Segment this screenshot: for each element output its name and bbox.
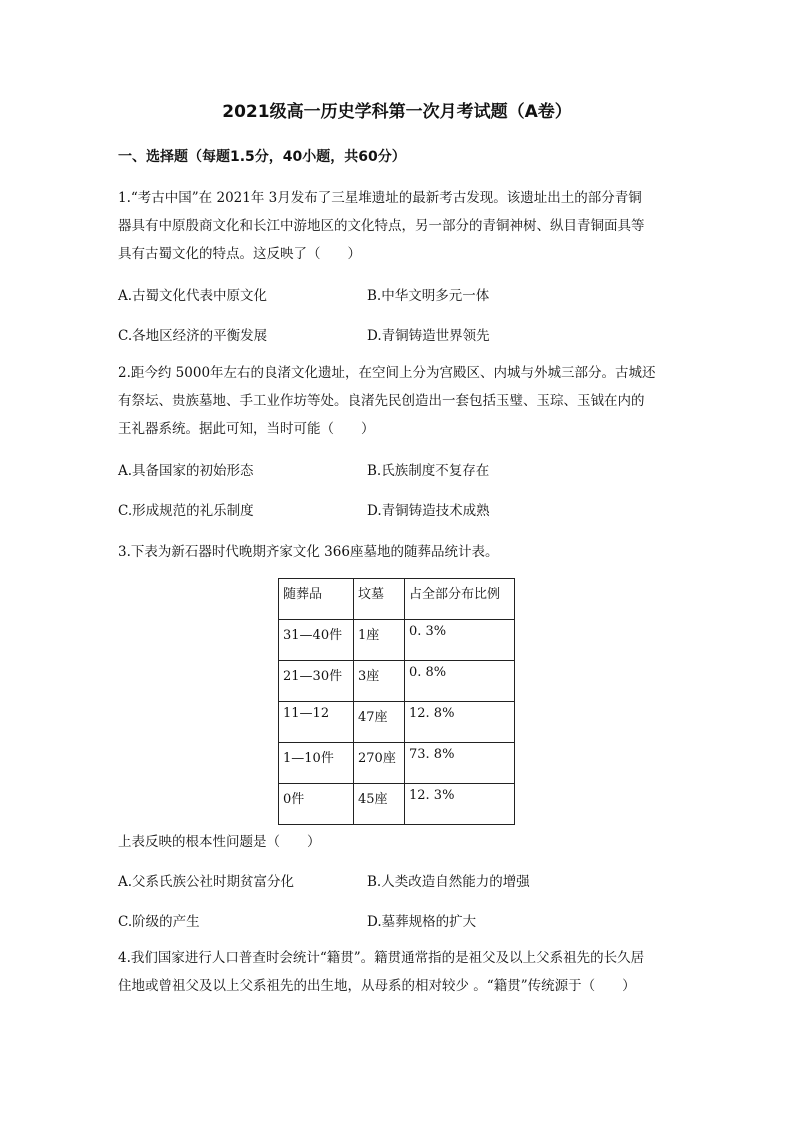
question-3-intro: 3.下表为新石器时代晚期齐家文化 366座墓地的随葬品统计表。 bbox=[118, 544, 499, 560]
table-row bbox=[279, 784, 515, 825]
table-header-row bbox=[279, 579, 515, 620]
table-header-cell: 占全部分布比例 bbox=[405, 579, 515, 620]
question-2-stem bbox=[118, 359, 678, 443]
table-row bbox=[279, 661, 515, 702]
question-2-option-a: A.具备国家的初始形态 bbox=[118, 463, 254, 479]
table-row bbox=[279, 620, 515, 661]
question-3-question: 上表反映的根本性问题是（ ） bbox=[118, 834, 321, 850]
table-row bbox=[279, 702, 515, 743]
table-cell: 73. 8% bbox=[405, 743, 515, 784]
table-row bbox=[279, 743, 515, 784]
question-1-stem bbox=[118, 184, 678, 268]
table-header-cell: 坟墓 bbox=[354, 579, 405, 620]
question-1-line: 1.“考古中国”在 2021年 3月发布了三星堆遗址的最新考古发现。该遗址出土的部分青铜 bbox=[118, 190, 642, 206]
table-cell: 270座 bbox=[354, 743, 405, 784]
question-4-line: 4.我们国家进行人口普查时会统计“籍贯”。籍贯通常指的是祖父及以上父系祖先的长久居 bbox=[118, 950, 645, 966]
question-3-option-d: D.墓葬规格的扩大 bbox=[367, 914, 477, 930]
exam-title: 2021级高一历史学科第一次月考试题（A卷） bbox=[222, 102, 572, 122]
question-2-option-d: D.青铜铸造技术成熟 bbox=[367, 503, 490, 519]
table-cell: 12. 3% bbox=[405, 784, 515, 825]
table-header-cell: 随葬品 bbox=[279, 579, 354, 620]
table-cell: 31—40件 bbox=[279, 620, 354, 661]
question-1-line: 器具有中原殷商文化和长江中游地区的文化特点，另一部分的青铜神树、纵目青铜面具等 bbox=[118, 218, 645, 234]
table-cell: 0件 bbox=[279, 784, 354, 825]
question-2-line: 2.距今约 5000年左右的良渚文化遗址，在空间上分为宫殿区、内城与外城三部分。古城还 bbox=[118, 365, 656, 381]
question-4-stem bbox=[118, 944, 678, 1000]
question-1-option-c: C.各地区经济的平衡发展 bbox=[118, 328, 268, 344]
question-1-line: 具有古蜀文化的特点。这反映了（ ） bbox=[118, 246, 361, 262]
question-1-option-a: A.古蜀文化代表中原文化 bbox=[118, 288, 268, 304]
table-cell: 1—10件 bbox=[279, 743, 354, 784]
question-4-line: 住地或曾祖父及以上父系祖先的出生地，从母系的相对较少 。“籍贯”传统源于（ ） bbox=[118, 978, 636, 994]
table-cell: 0. 3% bbox=[405, 620, 515, 661]
table-cell: 1座 bbox=[354, 620, 405, 661]
question-2-line: 王礼器系统。据此可知，当时可能（ ） bbox=[118, 421, 375, 437]
question-2-option-b: B.氏族制度不复存在 bbox=[367, 463, 490, 479]
table-cell: 12. 8% bbox=[405, 702, 515, 743]
question-2-option-c: C.形成规范的礼乐制度 bbox=[118, 503, 254, 519]
table-cell: 3座 bbox=[354, 661, 405, 702]
question-3-option-b: B.人类改造自然能力的增强 bbox=[367, 874, 530, 890]
question-2-line: 有祭坛、贵族墓地、手工业作坊等处。良渚先民创造出一套包括玉璧、玉琮、玉钺在内的 bbox=[118, 393, 645, 409]
question-1-option-b: B.中华文明多元一体 bbox=[367, 288, 490, 304]
question-3-option-a: A.父系氏族公社时期贫富分化 bbox=[118, 874, 295, 890]
table-cell: 11—12 bbox=[279, 702, 354, 743]
question-1-option-d: D.青铜铸造世界领先 bbox=[367, 328, 490, 344]
table-cell: 47座 bbox=[354, 702, 405, 743]
section-heading: 一、选择题（每题1.5分，40小题，共60分） bbox=[118, 149, 406, 165]
table-cell: 45座 bbox=[354, 784, 405, 825]
question-3-option-c: C.阶级的产生 bbox=[118, 914, 200, 930]
burial-goods-table bbox=[278, 578, 515, 825]
table-cell: 0. 8% bbox=[405, 661, 515, 702]
table-cell: 21—30件 bbox=[279, 661, 354, 702]
